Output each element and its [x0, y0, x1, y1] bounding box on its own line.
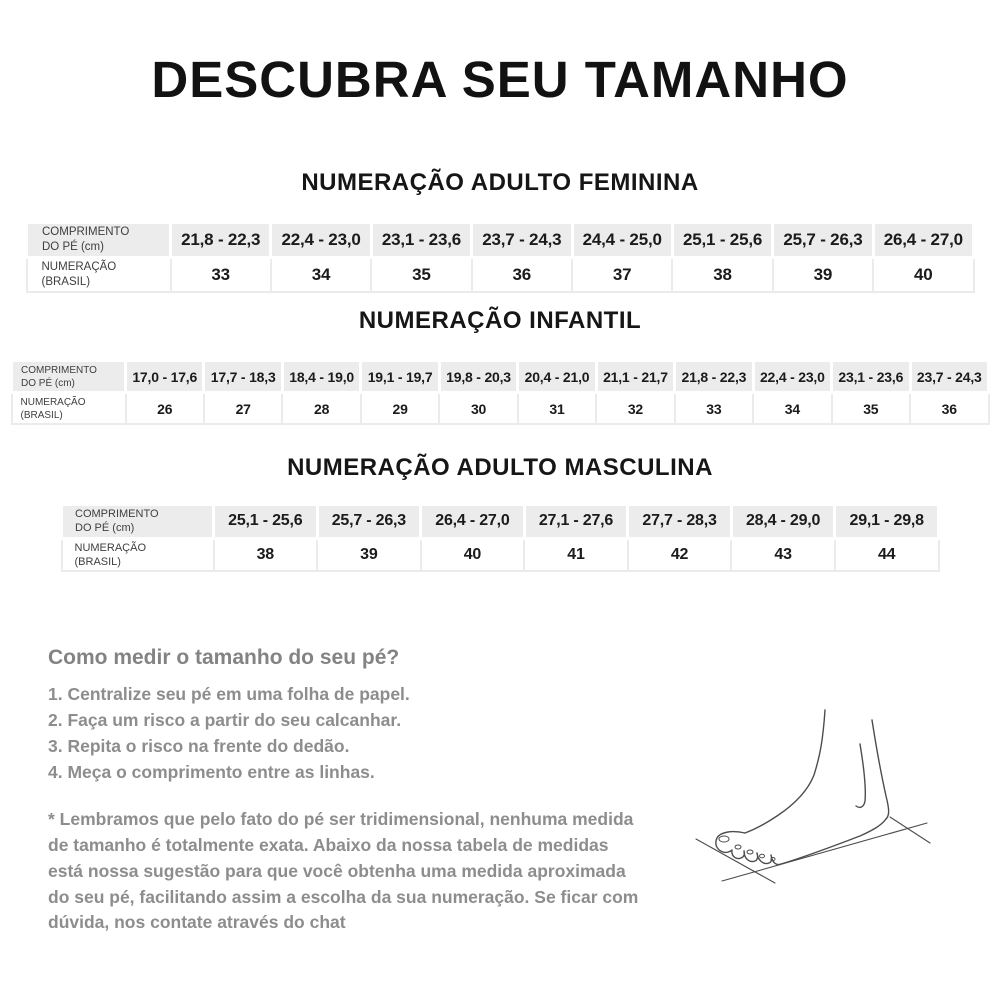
foot-measurement-illustration [668, 680, 990, 930]
foot-length-label: COMPRIMENTO DO PÉ (cm) [27, 223, 171, 258]
foot-length-range-cell: 25,7 - 26,3 [317, 505, 421, 539]
foot-sole [781, 819, 886, 864]
brazil-size-label: NUMERAÇÃO (BRASIL) [27, 258, 171, 293]
brazil-size-cell: 29 [361, 393, 439, 425]
brazil-size-cell: 34 [753, 393, 831, 425]
foot-length-range-cell: 24,4 - 25,0 [572, 223, 672, 258]
foot-length-range-cell: 26,4 - 27,0 [421, 505, 525, 539]
howto-step-1: 1. Centralize seu pé em uma folha de papel. [48, 684, 410, 704]
foot-length-range-cell: 27,7 - 28,3 [628, 505, 732, 539]
brazil-size-cell: 40 [873, 258, 973, 293]
foot-length-range-cell: 22,4 - 23,0 [753, 361, 831, 393]
size-table-infantil [10, 359, 990, 425]
brazil-size-cell: 31 [518, 393, 596, 425]
foot-length-row [12, 361, 989, 393]
brazil-size-cell: 42 [628, 538, 732, 571]
foot-length-range-cell: 28,4 - 29,0 [731, 505, 835, 539]
section-heading-masculina: NUMERAÇÃO ADULTO MASCULINA [287, 454, 713, 481]
brazil-size-cell: 32 [596, 393, 674, 425]
foot-length-range-cell: 23,7 - 24,3 [472, 223, 572, 258]
brazil-size-row [62, 538, 939, 571]
foot-length-range-cell: 27,1 - 27,6 [524, 505, 628, 539]
brazil-size-cell: 33 [171, 258, 271, 293]
brazil-size-cell: 30 [439, 393, 517, 425]
foot-outline-back [872, 720, 889, 819]
foot-length-label: COMPRIMENTO DO PÉ (cm) [12, 361, 126, 393]
foot-length-range-cell: 18,4 - 19,0 [282, 361, 360, 393]
measurement-note: * Lembramos que pelo fato do pé ser tridimensional, nenhuma medida de tamanho é totalmente exata. Abaixo da nossa tabela de medidas está nossa sugestão para que você obtenha uma medida aproximada do seu pé, facilitando assim a escolha da sua numeração. Se ficar com dúvida, nos contate através do chat [48, 809, 639, 933]
section-heading-infantil: NUMERAÇÃO INFANTIL [358, 307, 642, 334]
foot-length-range-cell: 21,1 - 21,7 [596, 361, 674, 393]
foot-length-range-cell: 19,8 - 20,3 [439, 361, 517, 393]
brazil-size-cell: 35 [832, 393, 910, 425]
foot-length-range-cell: 26,4 - 27,0 [873, 223, 973, 258]
foot-length-range-cell: 29,1 - 29,8 [835, 505, 939, 539]
brazil-size-cell: 27 [204, 393, 282, 425]
howto-step-2: 2. Faça um risco a partir do seu calcanhar. [48, 710, 402, 731]
foot-length-range-cell: 25,7 - 26,3 [773, 223, 873, 258]
foot-inner-ankle [856, 744, 865, 807]
foot-length-row [62, 505, 939, 539]
brazil-size-cell: 26 [126, 393, 204, 425]
brazil-size-cell: 39 [317, 538, 421, 571]
brazil-size-cell: 36 [472, 258, 572, 293]
foot-length-range-cell: 25,1 - 25,6 [672, 223, 772, 258]
section-heading-feminina: NUMERAÇÃO ADULTO FEMININA [301, 169, 699, 196]
size-table-masculina [60, 503, 940, 572]
brazil-size-cell: 43 [731, 538, 835, 571]
brazil-size-row [27, 258, 974, 293]
brazil-size-cell: 44 [835, 538, 939, 571]
foot-length-label: COMPRIMENTO DO PÉ (cm) [62, 505, 214, 539]
brazil-size-label: NUMERAÇÃO (BRASIL) [12, 393, 126, 425]
brazil-size-cell: 33 [675, 393, 753, 425]
brazil-size-cell: 34 [271, 258, 371, 293]
foot-length-range-cell: 23,1 - 23,6 [832, 361, 910, 393]
brazil-size-cell: 40 [421, 538, 525, 571]
howto-step-4: 4. Meça o comprimento entre as linhas. [48, 762, 375, 783]
foot-length-range-cell: 22,4 - 23,0 [271, 223, 371, 258]
brazil-size-cell: 38 [214, 538, 318, 571]
brazil-size-label: NUMERAÇÃO (BRASIL) [62, 538, 214, 571]
brazil-size-cell: 38 [672, 258, 772, 293]
foot-length-range-cell: 17,0 - 17,6 [126, 361, 204, 393]
page-title: DESCUBRA SEU TAMANHO [151, 51, 849, 108]
brazil-size-cell: 36 [910, 393, 988, 425]
howto-step-3: 3. Repita o risco na frente do dedão. [48, 736, 350, 757]
foot-outline-front [745, 710, 825, 833]
brazil-size-row [12, 393, 989, 425]
foot-length-row [27, 223, 974, 258]
foot-length-range-cell: 21,8 - 22,3 [171, 223, 271, 258]
foot-length-range-cell: 23,7 - 24,3 [910, 361, 988, 393]
how-to-measure-block [48, 646, 678, 936]
size-table-feminina [25, 221, 975, 293]
brazil-size-cell: 41 [524, 538, 628, 571]
foot-length-range-cell: 20,4 - 21,0 [518, 361, 596, 393]
foot-length-range-cell: 19,1 - 19,7 [361, 361, 439, 393]
foot-length-range-cell: 21,8 - 22,3 [675, 361, 753, 393]
brazil-size-cell: 28 [282, 393, 360, 425]
howto-heading: Como medir o tamanho do seu pé? [48, 646, 400, 669]
foot-length-range-cell: 25,1 - 25,6 [214, 505, 318, 539]
foot-length-range-cell: 23,1 - 23,6 [371, 223, 471, 258]
foot-length-range-cell: 17,7 - 18,3 [204, 361, 282, 393]
brazil-size-cell: 35 [371, 258, 471, 293]
brazil-size-cell: 39 [773, 258, 873, 293]
measurement-line-heel [890, 817, 930, 843]
brazil-size-cell: 37 [572, 258, 672, 293]
